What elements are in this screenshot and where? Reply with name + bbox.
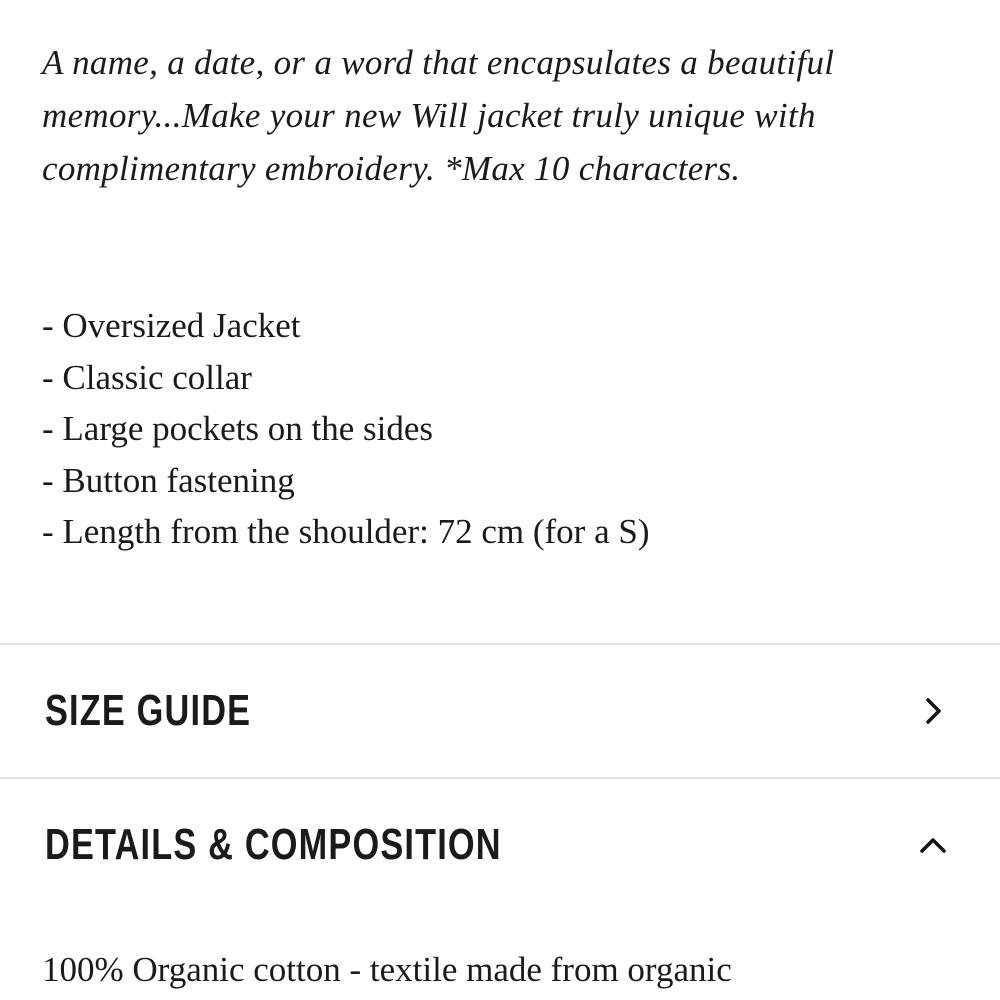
composition-text: 100% Organic cotton - textile made from organic xyxy=(42,950,732,989)
feature-list xyxy=(42,300,649,558)
feature-item: - Length from the shoulder: 72 cm (for a S) xyxy=(42,512,650,551)
size-guide-label: SIZE GUIDE xyxy=(45,686,252,735)
feature-item: - Large pockets on the sides xyxy=(42,409,434,448)
details-composition-accordion[interactable] xyxy=(0,779,1000,911)
feature-item: - Oversized Jacket xyxy=(42,306,301,345)
chevron-right-icon xyxy=(918,696,948,726)
embroidery-description: A name, a date, or a word that encapsulates a beautiful memory...Make your new Will jacket truly unique with complimentary embroidery. *Max 10 characters. xyxy=(42,43,835,188)
size-guide-accordion[interactable] xyxy=(0,645,1000,777)
feature-item: - Classic collar xyxy=(42,357,252,397)
feature-item: - Button fastening xyxy=(42,460,295,500)
chevron-up-icon xyxy=(918,830,948,860)
details-composition-label: DETAILS & COMPOSITION xyxy=(45,820,502,869)
